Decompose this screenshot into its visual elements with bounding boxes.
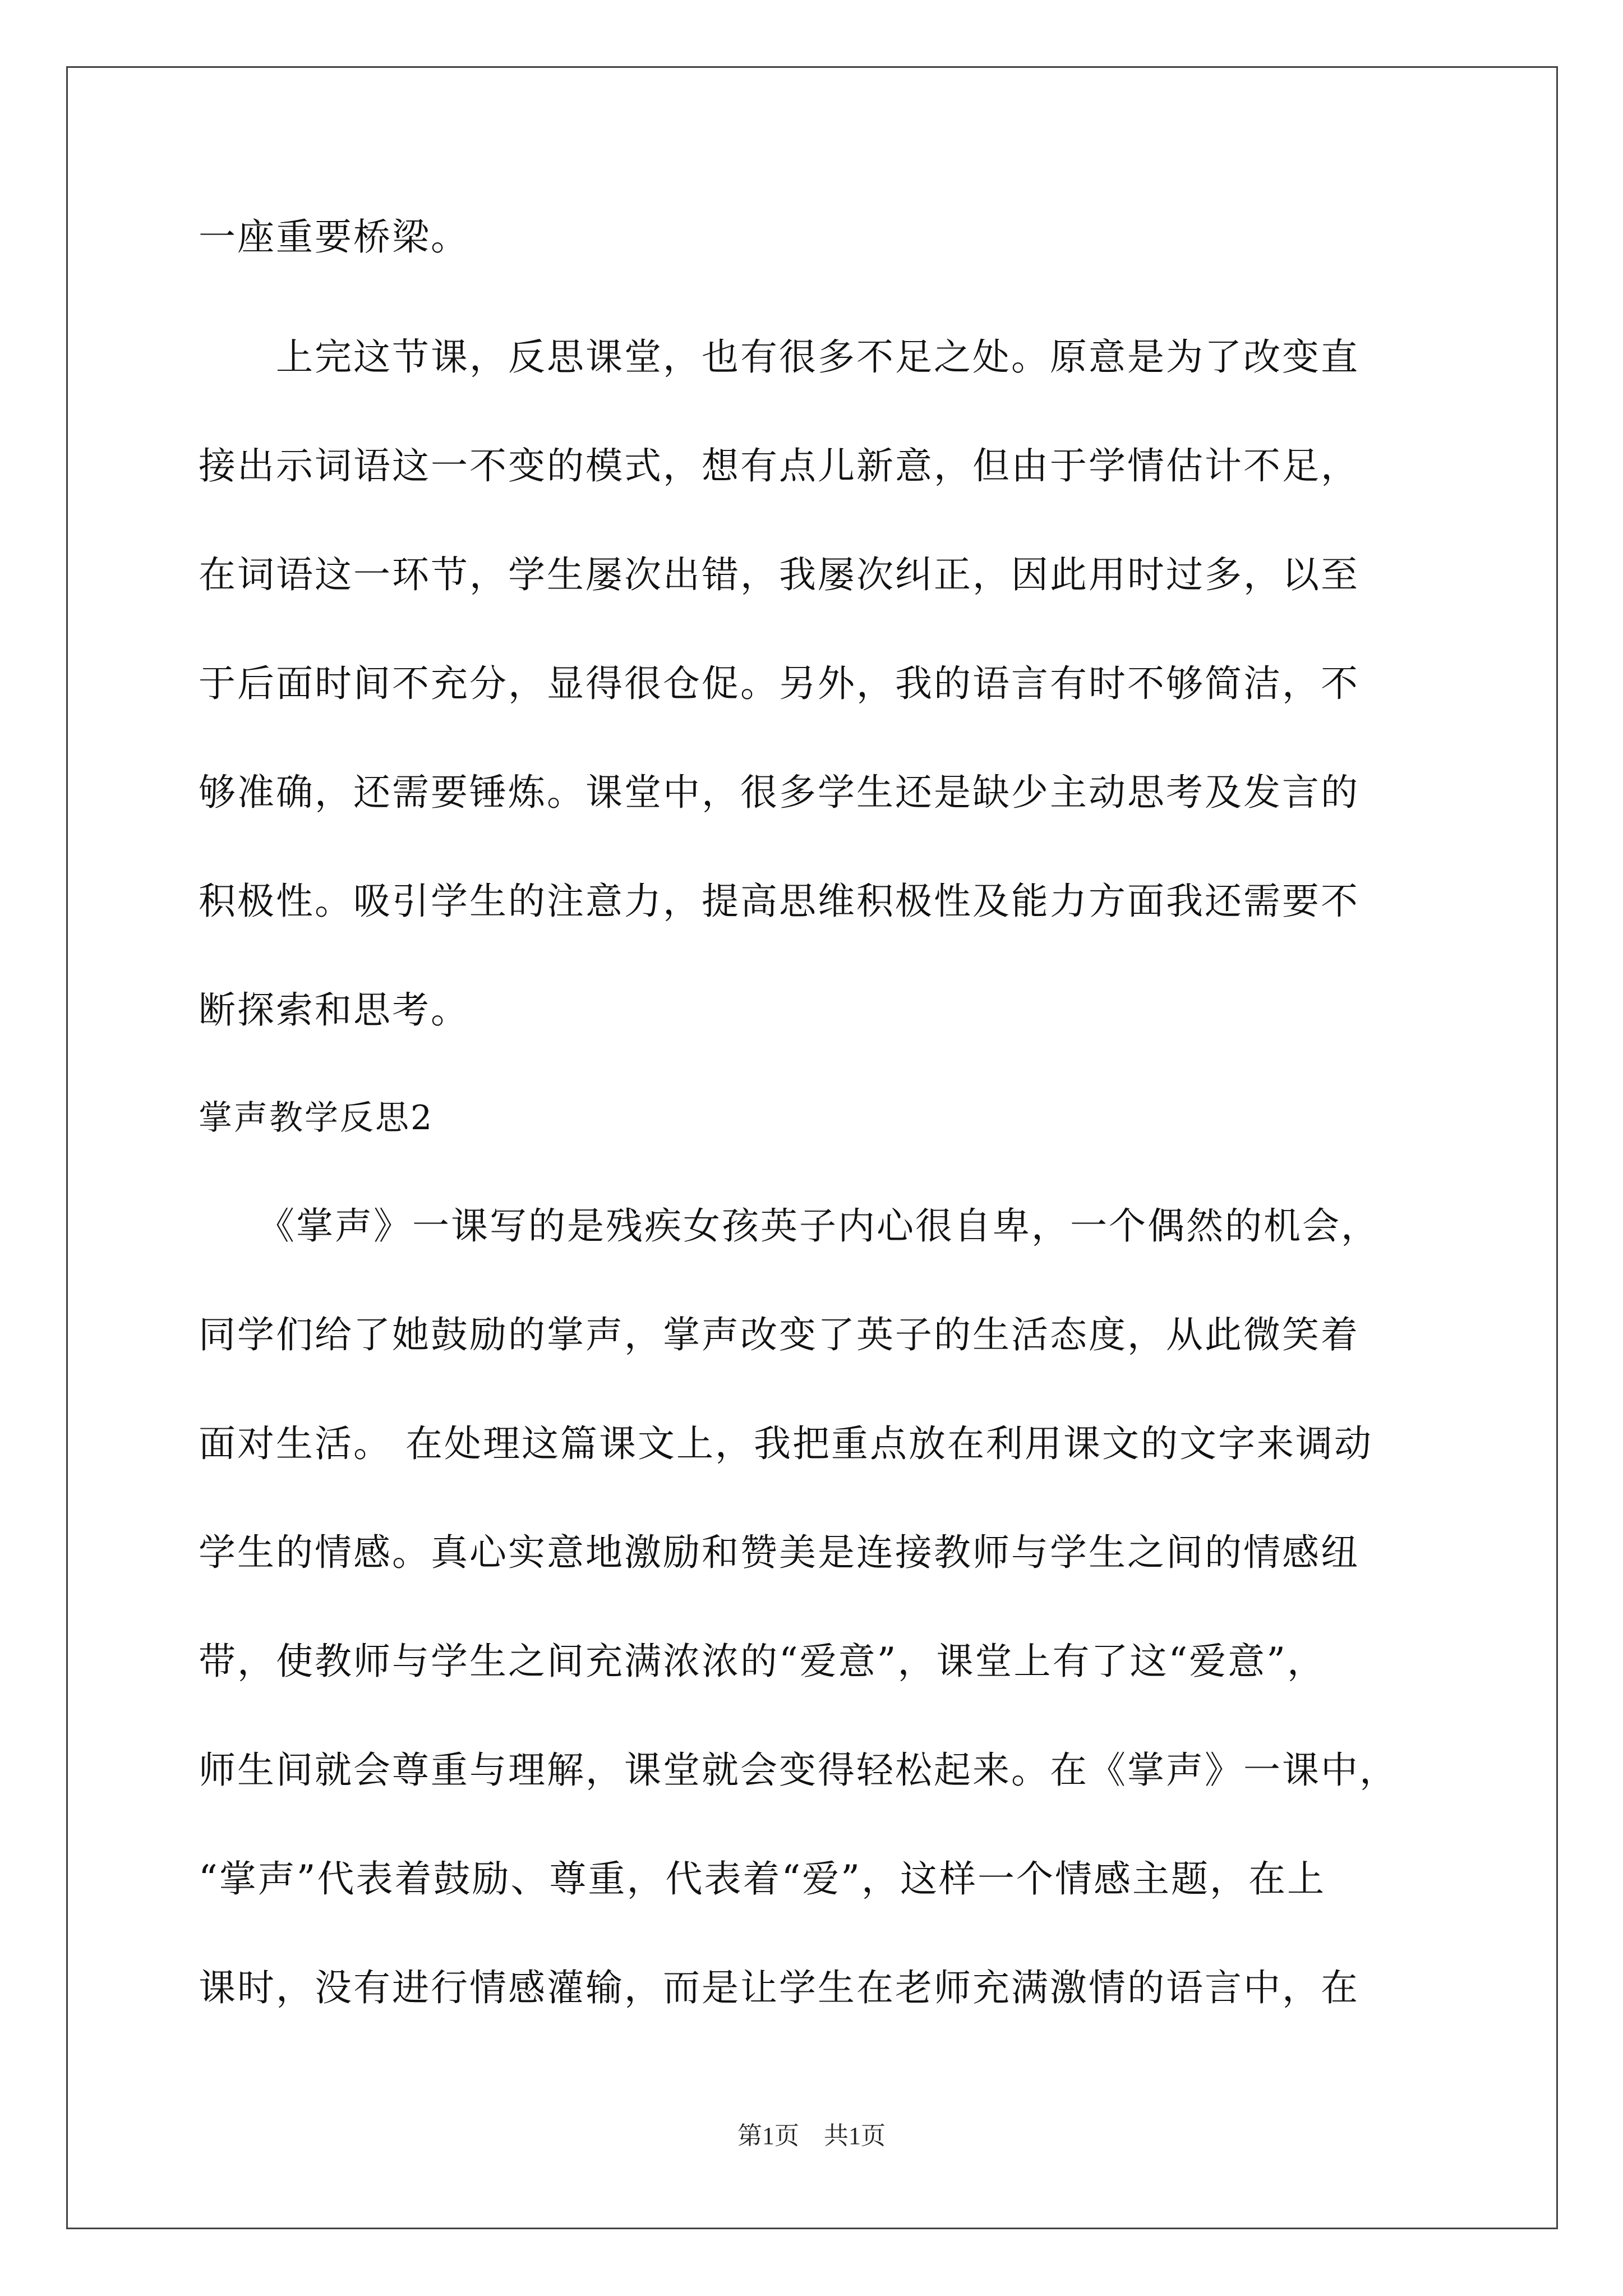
section-heading: 掌声教学反思2 <box>199 1098 434 1138</box>
text-line: 课时，没有进行情感灌输，而是让学生在老师充满激情的语言中，在 <box>199 1966 1359 2009</box>
text-line: “掌声”代表着鼓励、尊重，代表着“爱”，这样一个情感主题，在上 <box>199 1857 1326 1901</box>
text-line: 够准确，还需要锤炼。课堂中，很多学生还是缺少主动思考及发言的 <box>199 771 1359 814</box>
text-line: 接出示词语这一不变的模式，想有点儿新意，但由于学情估计不足， <box>199 444 1359 487</box>
text-line: 积极性。吸引学生的注意力，提高思维积极性及能力方面我还需要不 <box>199 880 1359 923</box>
text-line: 同学们给了她鼓励的掌声，掌声改变了英子的生活态度，从此微笑着 <box>199 1313 1359 1356</box>
text-line: 于后面时间不充分，显得很仓促。另外，我的语言有时不够简洁，不 <box>199 662 1359 705</box>
text-line: 一座重要桥梁。 <box>199 215 469 259</box>
text-line: 带，使教师与学生之间充满浓浓的“爱意”，课堂上有了这“爱意”， <box>199 1640 1326 1683</box>
page-frame <box>66 66 1558 2229</box>
text-line: 师生间就会尊重与理解，课堂就会变得轻松起来。在《掌声》一课中， <box>199 1749 1398 1792</box>
page-number-footer: 第1页 共1页 <box>737 2122 886 2150</box>
text-line: 断探索和思考。 <box>199 988 469 1032</box>
text-line: 在词语这一环节，学生屡次出错，我屡次纠正，因此用时过多，以至 <box>199 553 1359 596</box>
text-line: 上完这节课，反思课堂，也有很多不足之处。原意是为了改变直 <box>199 335 1359 379</box>
text-line: 《掌声》一课写的是残疾女孩英子内心很自卑，一个偶然的机会， <box>199 1204 1380 1248</box>
text-line: 面对生活。 在处理这篇课文上，我把重点放在利用课文的文字来调动 <box>199 1422 1373 1465</box>
text-line: 学生的情感。真心实意地激励和赞美是连接教师与学生之间的情感纽 <box>199 1531 1359 1574</box>
